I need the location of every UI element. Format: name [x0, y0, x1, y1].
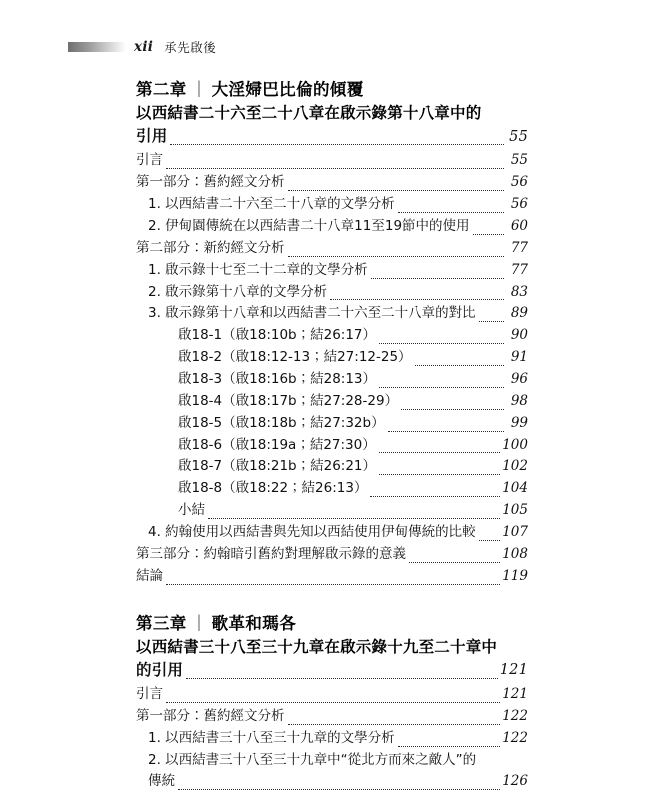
- chapter-3-heading[interactable]: [136, 612, 528, 636]
- toc-entry[interactable]: [178, 369, 528, 391]
- toc-entry-label: 啟18-7（啟18:21b；結26:21）: [178, 458, 377, 475]
- dot-leader: [371, 277, 504, 279]
- toc-entry-page: 91: [510, 349, 528, 366]
- toc-entry-page: 99: [510, 414, 528, 431]
- toc-entry-page: 56: [510, 196, 528, 213]
- toc-entry[interactable]: [148, 282, 528, 304]
- toc-entry-wrapped-line-1[interactable]: [148, 750, 528, 772]
- dot-leader: [166, 701, 500, 703]
- dot-leader: [166, 583, 500, 585]
- chapter-2-title: 大淫婦巴比倫的傾覆: [211, 80, 364, 99]
- dot-leader: [166, 167, 504, 169]
- dot-leader: [186, 677, 498, 679]
- chapter-2-subtitle-line-2: 引用: [136, 127, 168, 146]
- toc-entry[interactable]: [178, 500, 528, 522]
- chapter-2-subtitle-line-1: 以西結書二十六至二十八章在啟示錄第十八章中的: [136, 103, 482, 122]
- toc-entry[interactable]: [136, 566, 528, 588]
- toc-entry-page: 107: [502, 524, 528, 541]
- toc-entry-page: 55: [510, 152, 528, 169]
- dot-leader: [398, 211, 504, 213]
- toc-entry[interactable]: [136, 706, 528, 728]
- toc-entry[interactable]: [136, 544, 528, 566]
- toc-entry-page: 56: [510, 174, 528, 191]
- chapter-2-heading[interactable]: [136, 78, 528, 102]
- chapter-block-3: [136, 612, 528, 793]
- toc-entry-page: 60: [510, 218, 528, 234]
- toc-entry[interactable]: [148, 522, 528, 544]
- toc-entry-label: 啟18-3（啟18:16b；結28:13）: [178, 371, 377, 388]
- toc-entry-label: 啟18-8（啟18:22；結26:13）: [178, 480, 368, 497]
- toc-entry-page: 90: [510, 327, 528, 344]
- toc-entry-label: 啟18-5（啟18:18b；結27:32b）: [178, 414, 385, 431]
- toc-entry[interactable]: [178, 391, 528, 413]
- toc-entry[interactable]: [136, 238, 528, 260]
- toc-entry-page: 77: [510, 239, 528, 256]
- toc-entry[interactable]: [178, 456, 528, 478]
- chapter-3-subtitle-line-1: 以西結書三十八至三十九章在啟示錄十九至二十章中: [136, 637, 498, 656]
- toc-entry[interactable]: [136, 150, 528, 172]
- dot-leader: [208, 517, 500, 519]
- toc-entry-label: 小結: [178, 502, 205, 519]
- toc-entry-page: 89: [510, 305, 528, 322]
- dot-leader: [288, 723, 501, 725]
- toc-entry-page: 121: [502, 686, 528, 703]
- toc-entry-label: 引言: [136, 152, 163, 169]
- running-head-rule-icon: [68, 42, 126, 52]
- toc-entry[interactable]: [136, 684, 528, 706]
- chapter-2-subtitle-row[interactable]: [136, 125, 528, 148]
- toc-entry[interactable]: [178, 435, 528, 457]
- dot-leader: [170, 143, 504, 145]
- toc-entry[interactable]: [178, 478, 528, 500]
- toc-entry-label: 2. 伊甸園傳統在以西結書二十八章11至19節中的使用: [148, 218, 470, 234]
- chapter-3-number: 第三章: [136, 613, 187, 633]
- toc-entry-label: 1. 以西結書二十六至二十八章的文學分析: [148, 196, 395, 213]
- dot-leader: [479, 320, 504, 322]
- page-folio: xii: [134, 39, 154, 55]
- toc-entry-page: 83: [510, 283, 528, 300]
- toc-entry-page: 108: [502, 545, 528, 562]
- chapter-block-2: [136, 78, 528, 588]
- toc-entry-label: 4. 約翰使用以西結書與先知以西結使用伊甸傳統的比較: [148, 524, 476, 541]
- chapter-2-separator: ｜: [190, 80, 208, 99]
- toc-entry[interactable]: [148, 303, 528, 325]
- toc-entry[interactable]: [136, 172, 528, 194]
- chapter-2-page: 55: [509, 128, 528, 145]
- toc-entry-page: 105: [502, 502, 528, 519]
- toc-entry-page: 102: [502, 458, 528, 475]
- dot-leader: [479, 539, 501, 541]
- dot-leader: [379, 342, 504, 344]
- dot-leader: [473, 233, 504, 235]
- dot-leader: [415, 364, 504, 366]
- toc-entry-label: 第二部分：新約經文分析: [136, 239, 285, 256]
- toc-entry-page: 77: [510, 261, 528, 278]
- dot-leader: [388, 430, 504, 432]
- toc-entry[interactable]: [178, 325, 528, 347]
- dot-leader: [178, 788, 500, 790]
- toc-entry-page: 96: [510, 371, 528, 388]
- chapter-3-page: 121: [499, 662, 528, 679]
- toc-entry-label: 2. 啟示錄第十八章的文學分析: [148, 283, 328, 300]
- toc-entry-label: 第三部分：約翰暗引舊約對理解啟示錄的意義: [136, 545, 406, 562]
- toc-entry[interactable]: [148, 728, 528, 750]
- chapter-3-subtitle-line-2: 的引用: [136, 660, 184, 679]
- dot-leader: [401, 408, 504, 410]
- toc-entry-label: 引言: [136, 686, 163, 703]
- running-head-title: 承先啟後: [164, 40, 217, 55]
- toc-entry-label: 第一部分：舊約經文分析: [136, 174, 285, 191]
- toc-entry-label: 1. 以西結書三十八至三十九章的文學分析: [148, 729, 395, 746]
- toc-entry[interactable]: [178, 347, 528, 369]
- toc-entry-label: 結論: [136, 567, 163, 584]
- toc-entry-page: 119: [502, 567, 528, 584]
- dot-leader: [379, 451, 500, 453]
- toc-entry-label: 啟18-4（啟18:17b；結27:28-29）: [178, 392, 399, 409]
- toc-entry[interactable]: [178, 413, 528, 435]
- toc-entry-label: 啟18-6（啟18:19a；結27:30）: [178, 436, 376, 453]
- chapter-3-title: 歌革和瑪各: [211, 613, 297, 633]
- toc-entry[interactable]: [148, 216, 528, 238]
- toc-entry-label-continued: 傳統: [148, 773, 175, 790]
- toc-entry-label: 啟18-1（啟18:10b；結26:17）: [178, 327, 377, 344]
- running-head: [68, 38, 216, 56]
- toc-entry-page: 104: [502, 480, 528, 497]
- toc-entry-label: 第一部分：舊約經文分析: [136, 707, 285, 724]
- toc-entry-label: 啟18-2（啟18:12-13；結27:12-25）: [178, 349, 412, 366]
- dot-leader: [330, 298, 504, 300]
- toc-entry-label: 3. 啟示錄第十八章和以西結書二十六至二十八章的對比: [148, 305, 476, 322]
- toc-entry-page: 122: [502, 707, 528, 724]
- toc-entry-page: 122: [502, 729, 528, 746]
- toc-entry-wrapped-line-2[interactable]: [148, 771, 528, 793]
- dot-leader: [370, 495, 500, 497]
- toc-entry[interactable]: [148, 194, 528, 216]
- toc-entry[interactable]: [148, 260, 528, 282]
- dot-leader: [398, 745, 501, 747]
- toc-entry-label: 2. 以西結書三十八至三十九章中“從北方而來之敵人”的: [148, 751, 477, 768]
- chapter-3-subtitle-row[interactable]: [136, 659, 528, 682]
- dot-leader: [288, 255, 505, 257]
- toc-entry-page: 126: [502, 773, 528, 790]
- dot-leader: [379, 386, 504, 388]
- toc-entry-page: 98: [510, 392, 528, 409]
- chapter-3-separator: ｜: [190, 613, 208, 633]
- toc-entry-label: 1. 啟示錄十七至二十二章的文學分析: [148, 261, 368, 278]
- chapter-2-number: 第二章: [136, 80, 187, 99]
- dot-leader: [379, 473, 500, 475]
- table-of-contents: [136, 78, 528, 793]
- dot-leader: [409, 561, 500, 563]
- toc-entry-page: 100: [502, 436, 528, 453]
- dot-leader: [288, 189, 505, 191]
